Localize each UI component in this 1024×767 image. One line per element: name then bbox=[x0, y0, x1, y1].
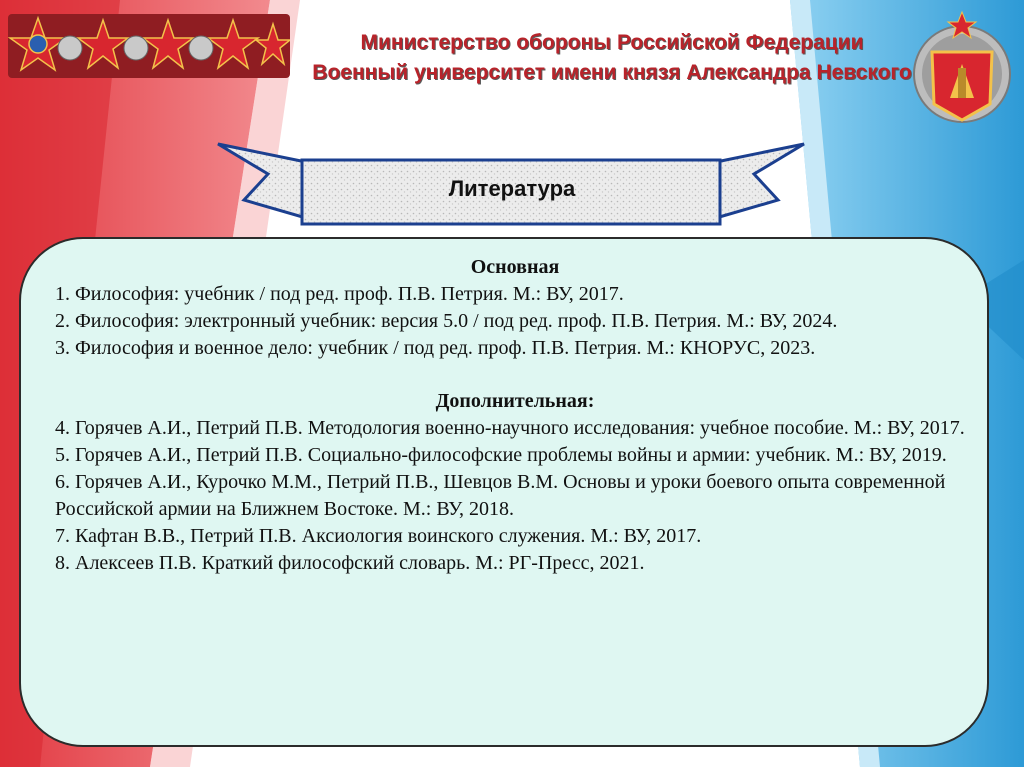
additional-item-5: 5. Горячев А.И., Петрий П.В. Социально-философские проблемы войны и армии: учебник. М.: ВУ, 2019. bbox=[55, 444, 947, 466]
main-item-2: 2. Философия: электронный учебник: версия 5.0 / под ред. проф. П.В. Петрия. М.: ВУ, 2024. bbox=[55, 310, 838, 332]
main-item-3: 3. Философия и военное дело: учебник / под ред. проф. П.В. Петрия. М.: КНОРУС, 2023. bbox=[55, 337, 816, 359]
header bbox=[292, 28, 932, 88]
main-item-1: 1. Философия: учебник / под ред. проф. П.В. Петрия. М.: ВУ, 2017. bbox=[55, 283, 624, 305]
section-spacer bbox=[55, 362, 975, 388]
additional-item-4: 4. Горячев А.И., Петрий П.В. Методология военно-научного исследования: учебное пособие. М.: ВУ, 2017. bbox=[55, 417, 965, 439]
university-title: Военный университет имени князя Александра Невского bbox=[312, 61, 912, 84]
additional-item-6: 6. Горячев А.И., Курочко М.М., Петрий П.В., Шевцов В.М. Основы и уроки боевого опыта современной Российской армии на Ближнем Востоке. М.: ВУ, 2018. bbox=[55, 471, 946, 520]
additional-item-8: 8. Алексеев П.В. Краткий философский словарь. М.: РГ-Пресс, 2021. bbox=[55, 552, 645, 574]
university-emblem bbox=[912, 8, 1012, 140]
ministry-title: Министерство обороны Российской Федерации bbox=[360, 31, 864, 54]
additional-section-title: Дополнительная: bbox=[435, 390, 595, 412]
additional-item-7: 7. Кафтан В.В., Петрий П.В. Аксиология воинского служения. М.: ВУ, 2017. bbox=[55, 525, 702, 547]
literature-list bbox=[55, 254, 975, 577]
main-section-title: Основная bbox=[470, 256, 560, 278]
slide-title: Литература bbox=[448, 176, 576, 201]
medals-decoration bbox=[8, 14, 290, 78]
